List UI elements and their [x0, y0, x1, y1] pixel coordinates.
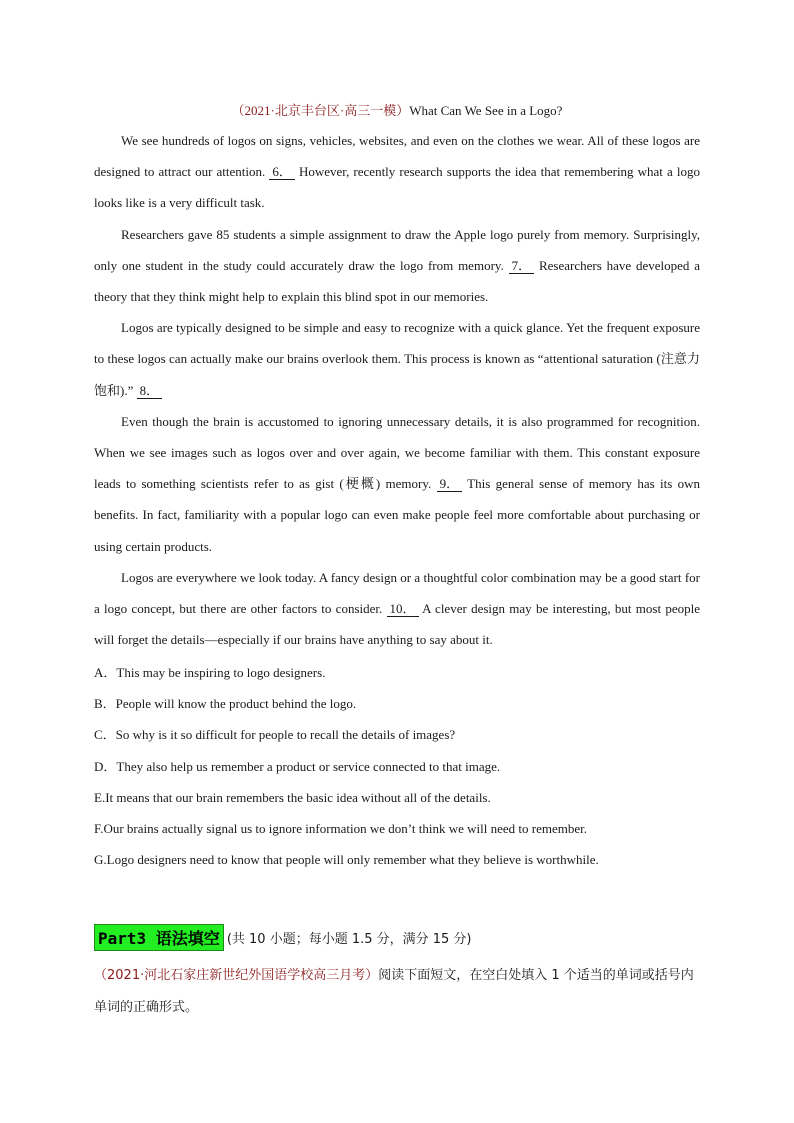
intro-text: 阅读下面短文，在空白处填入 1 个适当的单词或括号内单词的正确形式。: [94, 968, 694, 1015]
title-source: （2021·北京丰台区·高三一模）: [231, 103, 410, 118]
paragraph-4-text-b: This general sense of memory has its own benefits. In fact, familiarity with a popular logo can even make people feel more comfortable about purchasing or using certain products.: [94, 476, 700, 554]
paragraph-2-text-a: Researchers gave 85 students a simple assignment to draw the Apple logo purely from memory. Surprisingly, only one student in the study could accurately draw the logo from memory.: [94, 226, 700, 273]
paragraph-5-text-a: Logos are everywhere we look today. A fancy design or a thoughtful color combination may be a good start for a logo concept, but there are other factors to consider.: [94, 569, 700, 617]
paragraph-4-text-a: Even though the brain is accustomed to ignoring unnecessary details, it is also programmed for recognition. When we see images such as logos over and over again, we become familiar with them. This constant exposure leads to something scientists refer to as gist (梗概) memory.: [94, 413, 700, 492]
passage-title: [0, 100, 794, 119]
option-c: C．So why is it so difficult for people to recall the details of images?: [94, 727, 456, 743]
blank-7: 7．: [509, 259, 535, 274]
part3-scoring-note: (共 10 小题；每小题 1.5 分，满分 15 分): [226, 931, 472, 947]
option-a: A．This may be inspiring to logo designers.: [94, 665, 326, 680]
paragraph-5-text-b: A clever design may be interesting, but most people will forget the details—especially if our brains have anything to say about it.: [94, 601, 700, 648]
paragraph-1: [94, 125, 700, 219]
answer-options: [94, 657, 700, 875]
option-g: G.Logo designers need to know that people will only remember what they believe is worthwhile.: [94, 852, 599, 868]
part3-heading: [94, 923, 472, 951]
reading-passage: [94, 125, 700, 655]
part3-badge: Part3 语法填空: [94, 924, 224, 951]
title-text: What Can We See in a Logo?: [409, 103, 563, 118]
paragraph-5: [94, 562, 700, 656]
paragraph-1-text-a: We see hundreds of logos on signs, vehicles, websites, and even on the clothes we wear. All of these logos are designed to attract our attention.: [94, 133, 700, 180]
paragraph-3-text-a: Logos are typically designed to be simple and easy to recognize with a quick glance. Yet the frequent exposure to these logos can actually make our brains overlook them. This process is known as “attentional saturation (注意力饱和).”: [94, 320, 700, 398]
blank-6: 6．: [269, 165, 295, 180]
paragraph-3: [94, 312, 700, 406]
paragraph-2: [94, 219, 700, 313]
option-f: F.Our brains actually signal us to ignore information we don’t think we will need to remember.: [94, 821, 587, 837]
option-d: D．They also help us remember a product or service connected to that image.: [94, 758, 501, 774]
blank-10: 10．: [387, 602, 419, 617]
paragraph-4: [94, 406, 700, 562]
option-b: B．People will know the product behind the logo.: [94, 696, 357, 712]
part3-instructions: [94, 960, 704, 1024]
paragraph-1-text-b: However, recently research supports the idea that remembering what a logo looks like is a very difficult task.: [94, 164, 700, 211]
intro-source: （2021·河北石家庄新世纪外国语学校高三月考）: [94, 968, 379, 983]
blank-8: 8．: [137, 384, 163, 399]
blank-9: 9．: [437, 477, 463, 492]
option-e: E.It means that our brain remembers the basic idea without all of the details.: [94, 789, 491, 805]
paragraph-2-text-b: Researchers have developed a theory that they think might help to explain this blind spot in our memories.: [94, 257, 700, 305]
